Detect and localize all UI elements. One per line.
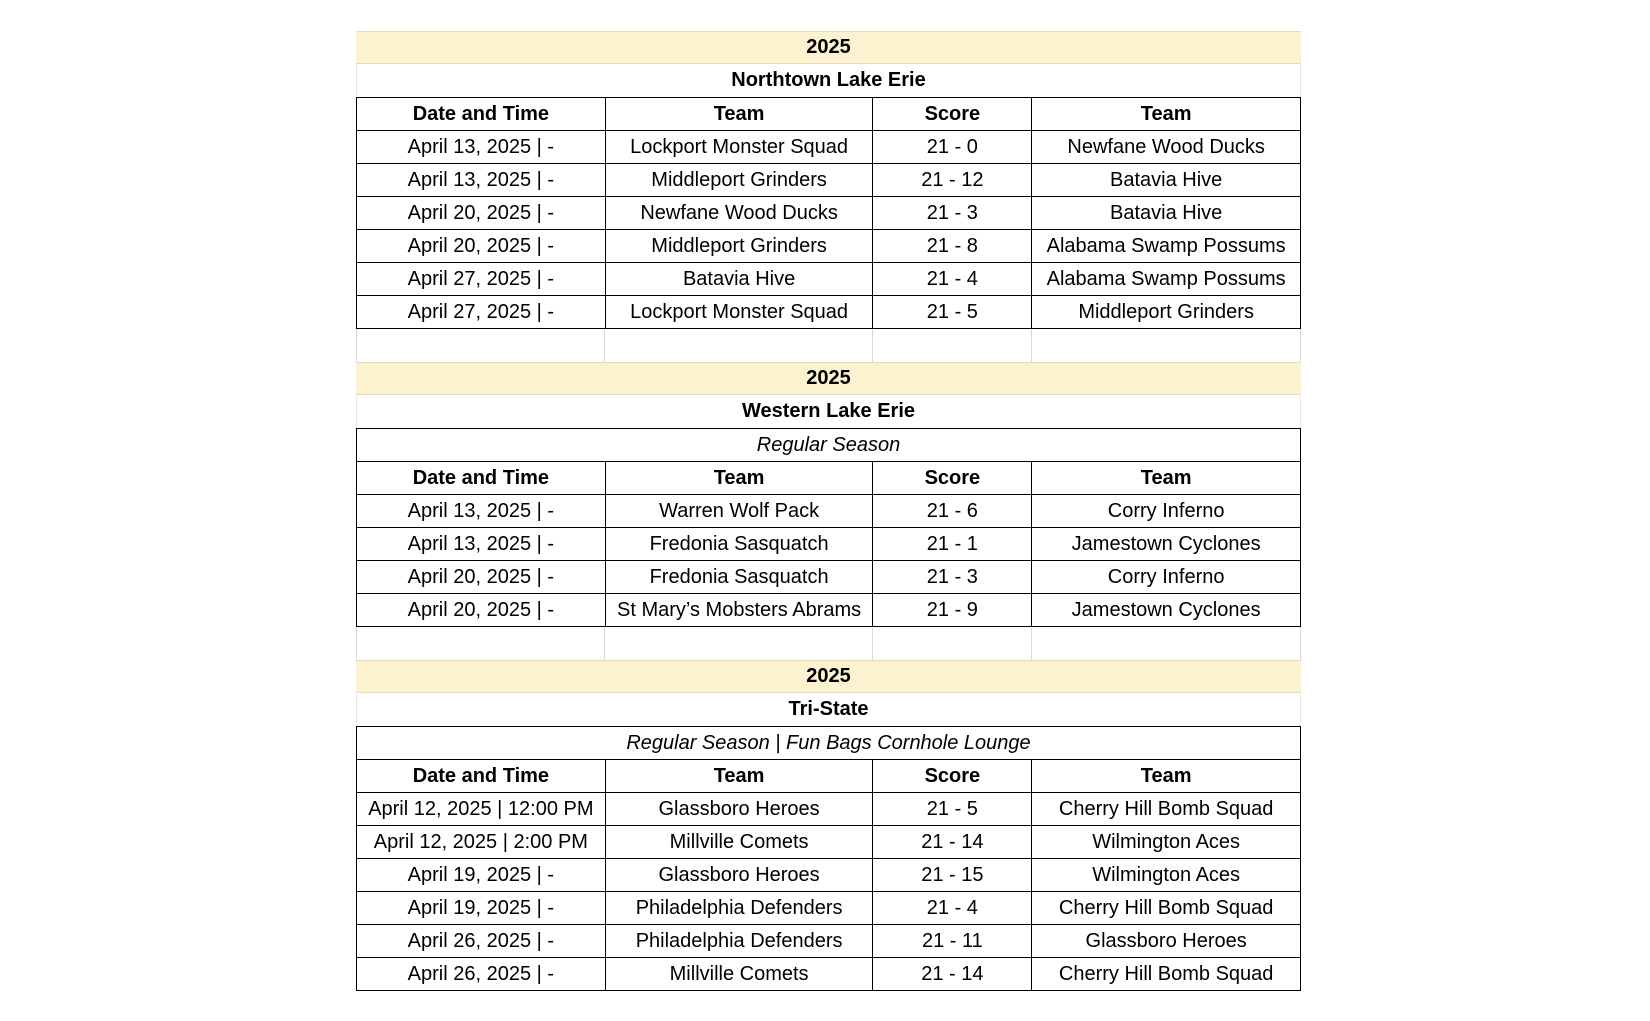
table-row xyxy=(357,594,1301,627)
table-row xyxy=(357,263,1301,296)
division-title: Tri-State xyxy=(356,693,1301,726)
table-row xyxy=(357,495,1301,528)
cell-team-a: Middleport Grinders xyxy=(606,164,874,197)
empty-cell xyxy=(605,329,873,362)
table-row xyxy=(357,892,1301,925)
cell-date-time: April 27, 2025 | - xyxy=(357,296,606,329)
header-score: Score xyxy=(873,462,1032,495)
table-row xyxy=(357,826,1301,859)
cell-score: 21 - 14 xyxy=(873,958,1032,991)
table-row xyxy=(357,793,1301,826)
cell-team-b: Alabama Swamp Possums xyxy=(1032,263,1301,296)
cell-score: 21 - 8 xyxy=(873,230,1032,263)
header-date-time: Date and Time xyxy=(357,760,606,793)
empty-cell xyxy=(356,627,605,660)
cell-team-a: Warren Wolf Pack xyxy=(606,495,874,528)
cell-team-b: Jamestown Cyclones xyxy=(1032,528,1301,561)
year-banner: 2025 xyxy=(356,31,1301,64)
empty-cell xyxy=(873,329,1032,362)
header-team-b: Team xyxy=(1032,760,1301,793)
header-team-b: Team xyxy=(1032,98,1301,131)
table-row xyxy=(357,230,1301,263)
table-row xyxy=(357,859,1301,892)
cell-team-b: Wilmington Aces xyxy=(1032,859,1301,892)
cell-team-b: Cherry Hill Bomb Squad xyxy=(1032,958,1301,991)
cell-team-a: Lockport Monster Squad xyxy=(606,131,874,164)
cell-score: 21 - 4 xyxy=(873,892,1032,925)
cell-score: 21 - 14 xyxy=(873,826,1032,859)
table-row xyxy=(357,164,1301,197)
results-table xyxy=(356,97,1301,329)
table-row xyxy=(357,925,1301,958)
cell-team-b: Middleport Grinders xyxy=(1032,296,1301,329)
cell-date-time: April 13, 2025 | - xyxy=(357,131,606,164)
year-banner: 2025 xyxy=(356,362,1301,395)
cell-team-b: Corry Inferno xyxy=(1032,495,1301,528)
cell-team-a: St Mary’s Mobsters Abrams xyxy=(606,594,874,627)
cell-team-b: Glassboro Heroes xyxy=(1032,925,1301,958)
year-banner: 2025 xyxy=(356,660,1301,693)
cell-team-a: Glassboro Heroes xyxy=(606,793,874,826)
cell-team-a: Philadelphia Defenders xyxy=(606,892,874,925)
cell-score: 21 - 0 xyxy=(873,131,1032,164)
cell-date-time: April 12, 2025 | 12:00 PM xyxy=(357,793,606,826)
section-western-lake-erie xyxy=(356,362,1301,660)
empty-cell xyxy=(1032,329,1301,362)
cell-score: 21 - 12 xyxy=(873,164,1032,197)
cell-score: 21 - 3 xyxy=(873,561,1032,594)
cell-score: 21 - 4 xyxy=(873,263,1032,296)
cell-team-a: Fredonia Sasquatch xyxy=(606,528,874,561)
spacer-row xyxy=(356,627,1301,660)
cell-team-b: Wilmington Aces xyxy=(1032,826,1301,859)
spacer-row xyxy=(356,329,1301,362)
table-row xyxy=(357,561,1301,594)
header-team-a: Team xyxy=(606,462,874,495)
cell-date-time: April 20, 2025 | - xyxy=(357,594,606,627)
header-date-time: Date and Time xyxy=(357,462,606,495)
cell-team-b: Newfane Wood Ducks xyxy=(1032,131,1301,164)
section-tri-state xyxy=(356,660,1301,991)
empty-cell xyxy=(1032,627,1301,660)
empty-cell xyxy=(356,329,605,362)
cell-score: 21 - 3 xyxy=(873,197,1032,230)
cell-team-b: Alabama Swamp Possums xyxy=(1032,230,1301,263)
header-team-a: Team xyxy=(606,760,874,793)
cell-date-time: April 26, 2025 | - xyxy=(357,925,606,958)
season-subtitle: Regular Season xyxy=(356,428,1301,461)
season-subtitle: Regular Season | Fun Bags Cornhole Lounge xyxy=(356,726,1301,759)
table-row xyxy=(357,131,1301,164)
table-header-row xyxy=(357,462,1301,495)
division-title: Western Lake Erie xyxy=(356,395,1301,428)
cell-score: 21 - 5 xyxy=(873,296,1032,329)
table-header-row xyxy=(357,98,1301,131)
results-table xyxy=(356,759,1301,991)
schedule-sheet xyxy=(356,31,1301,991)
cell-date-time: April 26, 2025 | - xyxy=(357,958,606,991)
cell-date-time: April 13, 2025 | - xyxy=(357,164,606,197)
header-score: Score xyxy=(873,98,1032,131)
cell-score: 21 - 9 xyxy=(873,594,1032,627)
cell-team-a: Millville Comets xyxy=(606,958,874,991)
cell-team-a: Lockport Monster Squad xyxy=(606,296,874,329)
cell-team-a: Millville Comets xyxy=(606,826,874,859)
cell-date-time: April 20, 2025 | - xyxy=(357,561,606,594)
cell-date-time: April 13, 2025 | - xyxy=(357,495,606,528)
table-row xyxy=(357,197,1301,230)
cell-score: 21 - 11 xyxy=(873,925,1032,958)
cell-date-time: April 19, 2025 | - xyxy=(357,859,606,892)
section-northtown-lake-erie xyxy=(356,31,1301,362)
cell-team-b: Corry Inferno xyxy=(1032,561,1301,594)
cell-date-time: April 12, 2025 | 2:00 PM xyxy=(357,826,606,859)
header-score: Score xyxy=(873,760,1032,793)
cell-team-b: Jamestown Cyclones xyxy=(1032,594,1301,627)
cell-score: 21 - 15 xyxy=(873,859,1032,892)
header-team-a: Team xyxy=(606,98,874,131)
table-header-row xyxy=(357,760,1301,793)
table-row xyxy=(357,528,1301,561)
table-row xyxy=(357,296,1301,329)
cell-score: 21 - 5 xyxy=(873,793,1032,826)
cell-team-a: Middleport Grinders xyxy=(606,230,874,263)
cell-team-a: Newfane Wood Ducks xyxy=(606,197,874,230)
cell-team-a: Glassboro Heroes xyxy=(606,859,874,892)
cell-team-a: Batavia Hive xyxy=(606,263,874,296)
table-row xyxy=(357,958,1301,991)
header-date-time: Date and Time xyxy=(357,98,606,131)
cell-date-time: April 20, 2025 | - xyxy=(357,197,606,230)
results-table xyxy=(356,461,1301,627)
cell-date-time: April 13, 2025 | - xyxy=(357,528,606,561)
cell-team-b: Cherry Hill Bomb Squad xyxy=(1032,793,1301,826)
cell-team-b: Cherry Hill Bomb Squad xyxy=(1032,892,1301,925)
cell-date-time: April 27, 2025 | - xyxy=(357,263,606,296)
cell-team-a: Fredonia Sasquatch xyxy=(606,561,874,594)
cell-date-time: April 19, 2025 | - xyxy=(357,892,606,925)
division-title: Northtown Lake Erie xyxy=(356,64,1301,97)
cell-team-b: Batavia Hive xyxy=(1032,197,1301,230)
empty-cell xyxy=(605,627,873,660)
empty-cell xyxy=(873,627,1032,660)
header-team-b: Team xyxy=(1032,462,1301,495)
cell-score: 21 - 1 xyxy=(873,528,1032,561)
cell-score: 21 - 6 xyxy=(873,495,1032,528)
cell-team-a: Philadelphia Defenders xyxy=(606,925,874,958)
cell-date-time: April 20, 2025 | - xyxy=(357,230,606,263)
cell-team-b: Batavia Hive xyxy=(1032,164,1301,197)
